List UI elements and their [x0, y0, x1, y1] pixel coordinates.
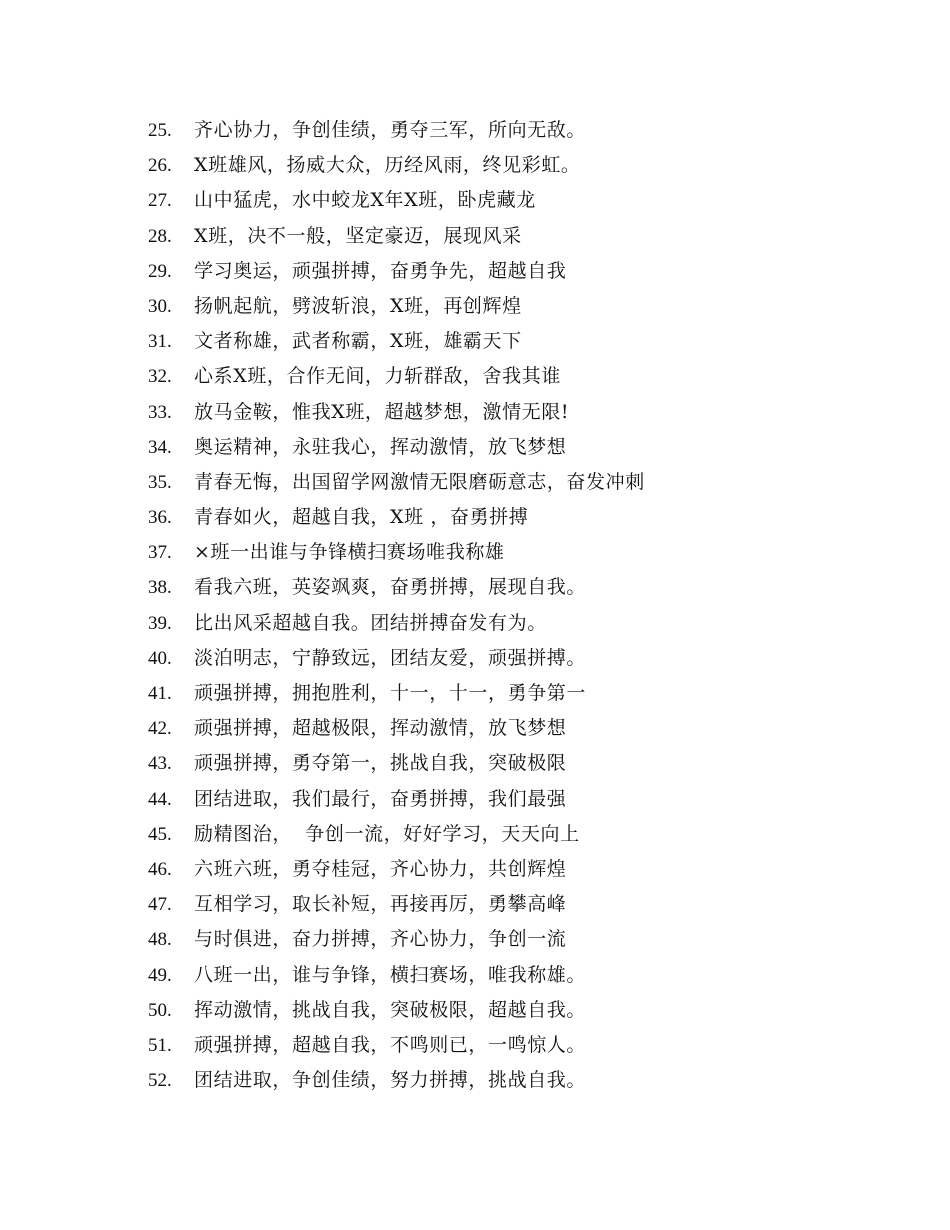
- list-item: [148, 1028, 848, 1063]
- list-item: [148, 641, 848, 676]
- item-text: 顽强拼搏，超越自我，不鸣则已，一鸣惊人。: [194, 1033, 587, 1056]
- item-text: X班雄风，扬威大众，历经风雨，终见彩虹。: [194, 154, 581, 177]
- item-text: 顽强拼搏，拥抱胜利，十一，十一，勇争第一: [194, 682, 587, 704]
- list-item: [148, 465, 848, 500]
- item-text: 淡泊明志，宁静致远，团结友爱，顽强拼搏。: [194, 646, 587, 669]
- list-item: [148, 782, 848, 817]
- item-text: 励精图治， 争创一流，好好学习，天天向上: [194, 822, 580, 845]
- item-text: 互相学习，取长补短，再接再厉，勇攀高峰: [194, 893, 567, 916]
- item-text: 放马金鞍，惟我X班，超越梦想，激情无限!: [194, 400, 570, 423]
- item-text: 看我六班，英姿飒爽，奋勇拼搏，展现自我。: [194, 576, 587, 599]
- list-item: [148, 289, 848, 324]
- item-number: 34.: [148, 436, 172, 458]
- item-text: 学习奥运，顽强拼搏，奋勇争先，超越自我: [194, 259, 567, 282]
- list-item: [148, 430, 848, 465]
- list-item: [148, 254, 848, 289]
- list-item: [148, 817, 848, 852]
- item-number: 42.: [148, 718, 172, 740]
- item-text: X班，决不一般，坚定豪迈，展现风采: [194, 224, 522, 247]
- list-item: [148, 922, 848, 957]
- item-number: 44.: [148, 788, 172, 810]
- item-text: 奥运精神，永驻我心，挥动激情，放飞梦想: [194, 435, 567, 458]
- item-text: 青春无悔，出国留学网激情无限磨砺意志，奋发冲刺: [194, 470, 645, 493]
- item-text: 团结进取，争创佳绩，努力拼搏，挑战自我。: [194, 1069, 587, 1092]
- item-number: 51.: [148, 1034, 172, 1056]
- list-item: [148, 395, 848, 430]
- item-text: 文者称雄，武者称霸，X班，雄霸天下: [194, 330, 522, 353]
- item-number: 50.: [148, 999, 172, 1021]
- item-number: 46.: [148, 858, 172, 880]
- item-number: 52.: [148, 1070, 172, 1092]
- item-text: 扬帆起航，劈波斩浪，X班，再创辉煌: [194, 294, 522, 317]
- item-number: 26.: [148, 155, 172, 177]
- item-text: 团结进取，我们最行，奋勇拼搏，我们最强: [194, 787, 567, 810]
- list-item: [148, 570, 848, 605]
- item-number: 35.: [148, 471, 172, 493]
- list-item: [148, 711, 848, 746]
- list-item: [148, 359, 848, 394]
- list-item: [148, 535, 848, 570]
- item-text: 八班一出，谁与争锋，横扫赛场，唯我称雄。: [194, 963, 587, 986]
- item-number: 47.: [148, 894, 172, 916]
- item-number: 33.: [148, 401, 172, 423]
- list-item: [148, 219, 848, 254]
- item-number: 41.: [148, 683, 172, 704]
- item-number: 49.: [148, 964, 172, 986]
- list-item: [148, 676, 848, 711]
- item-number: 45.: [148, 823, 172, 845]
- item-number: 28.: [148, 225, 172, 247]
- item-number: 48.: [148, 929, 172, 951]
- item-number: 29.: [148, 260, 172, 282]
- list-item: [148, 500, 848, 535]
- item-number: 37.: [148, 542, 172, 564]
- list-item: [148, 958, 848, 993]
- item-number: 32.: [148, 366, 172, 388]
- item-text: 六班六班，勇夺桂冠，齐心协力，共创辉煌: [194, 857, 567, 880]
- list-item: [148, 993, 848, 1028]
- list-item: [148, 148, 848, 183]
- item-text: 山中猛虎，水中蛟龙X年X班，卧虎藏龙: [194, 189, 536, 212]
- item-number: 30.: [148, 295, 172, 317]
- item-number: 27.: [148, 190, 172, 212]
- list-item: [148, 324, 848, 359]
- slogan-list: [148, 113, 848, 1098]
- list-item: [148, 746, 848, 781]
- item-text: 心系X班，合作无间，力斩群敌，舍我其谁: [194, 365, 561, 388]
- item-text: 与时俱进，奋力拼搏，齐心协力，争创一流: [194, 928, 567, 951]
- item-number: 36.: [148, 507, 172, 529]
- item-number: 25.: [148, 120, 172, 141]
- list-item: [148, 1063, 848, 1098]
- list-item: [148, 887, 848, 922]
- list-item: [148, 113, 848, 148]
- item-text: 青春如火，超越自我，X班 ，奋勇拼搏: [194, 506, 529, 529]
- item-number: 40.: [148, 647, 172, 669]
- item-text: ×班一出谁与争锋横扫赛场唯我称雄: [194, 541, 505, 564]
- list-item: [148, 606, 848, 641]
- item-number: 38.: [148, 577, 172, 599]
- item-text: 顽强拼搏，勇夺第一，挑战自我，突破极限: [194, 752, 567, 775]
- item-number: 43.: [148, 753, 172, 775]
- list-item: [148, 852, 848, 887]
- item-text: 挥动激情，挑战自我，突破极限，超越自我。: [194, 998, 587, 1021]
- item-text: 比出风采超越自我。团结拼搏奋发有为。: [194, 611, 547, 634]
- list-item: [148, 183, 848, 218]
- item-number: 31.: [148, 331, 172, 353]
- item-number: 39.: [148, 612, 172, 634]
- item-text: 齐心协力，争创佳绩，勇夺三军，所向无敌。: [194, 119, 587, 141]
- item-text: 顽强拼搏，超越极限，挥动激情，放飞梦想: [194, 717, 567, 740]
